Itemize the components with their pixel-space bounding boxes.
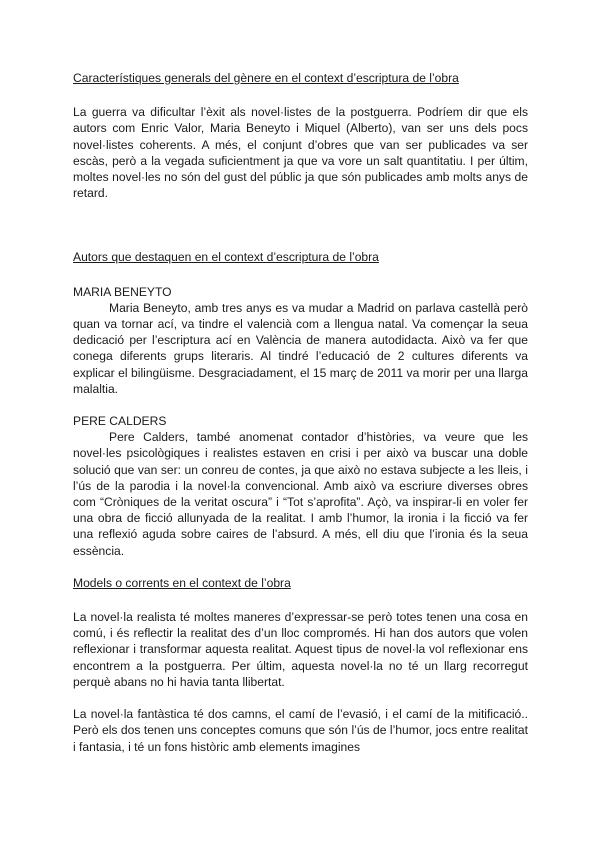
spacer [73, 591, 528, 609]
section-heading-models: Models o corrents en el context de l’obra [73, 575, 291, 590]
spacer [73, 201, 528, 249]
spacer [73, 266, 528, 284]
section-heading-authors: Autors que destaquen en el context d’escriptura de l’obra [73, 250, 379, 265]
author-bio-pere-calders: Pere Calders, també anomenat contador d’històries, va veure que les novel·les psicològiques i realistes estaven en crisi i per això va buscar una doble solució que van ser: un conreu de contes, ja que això no estava subjecte a les lleis, i l’ús de la parodia i la novel·la convencional. Amb això va escriure diverses obres com “Cròniques de la veritat oscura” i “Tot s’aprofita”. Açò, va inspirar-li en voler fer una obra de ficció allunyada de la realitat. I amb l’humor, la ironia i la ficció va fer una reflexió aguda sobre caires de l’absurd. A més, ell diu que l’ironia és la seua essència. [73, 430, 528, 558]
section-heading-characteristics: Característiques generals del gènere en el context d’escriptura de l’obra [73, 71, 459, 85]
author-bio-maria-beneyto: Maria Beneyto, amb tres anys es va mudar a Madrid on parlava castellà però quan va tornar ací, va tindre el valencià com a llengua natal. Va començar la seua dedicació per l’escriptura ací en València de manera autodidacta. Això va fer que conega diferents grups literaris. Al tindré l’educació de 2 cultures diferents va explicar el bilingüisme. Desgraciadament, el 15 març de 2011 va morir per una llarga malaltia. [73, 300, 528, 396]
author-name-pere-calders: PERE CALDERS [73, 414, 167, 429]
spacer [73, 397, 528, 413]
spacer [73, 559, 528, 575]
document-page [73, 70, 528, 755]
paragraph-realist-novel: La novel·la realista té moltes maneres d’expressar-se però totes tenen una cosa en comú, i és reflectir la realitat des d’un lloc compromés. Hi han dos autors que volen reflexionar i transformar aquesta realitat. Aquest tipus de novel·la vol reflexionar ens encontrem a la postguerra. Per últim, aquesta novel·la no té un llarg recorregut perquè abans no hi havia tanta llibertat. [73, 610, 528, 689]
paragraph-fantastic-novel: La novel·la fantàstica té dos camns, el camí de l’evasió, i el camí de la mitificació.. Però els dos tenen uns conceptes comuns que són l’ús de l’humor, jocs entre realitat i fantasia, i té un fons històric amb elements imagines [73, 707, 528, 754]
spacer [73, 690, 528, 706]
author-name-maria-beneyto: MARIA BENEYTO [73, 284, 172, 299]
spacer [73, 86, 528, 104]
paragraph-characteristics: La guerra va dificultar l’èxit als novel·listes de la postguerra. Podríem dir que els autors com Enric Valor, Maria Beneyto i Miquel (Alberto), van ser uns dels pocs novel·listes coherents. A més, el conjunt d’obres que van ser publicades va ser escàs, però a la vegada suficientment ja que va vore un salt quantitatiu. I per últim, moltes novel·les no són del gust del públic ja que són publicades amb molts anys de retard. [73, 105, 528, 201]
